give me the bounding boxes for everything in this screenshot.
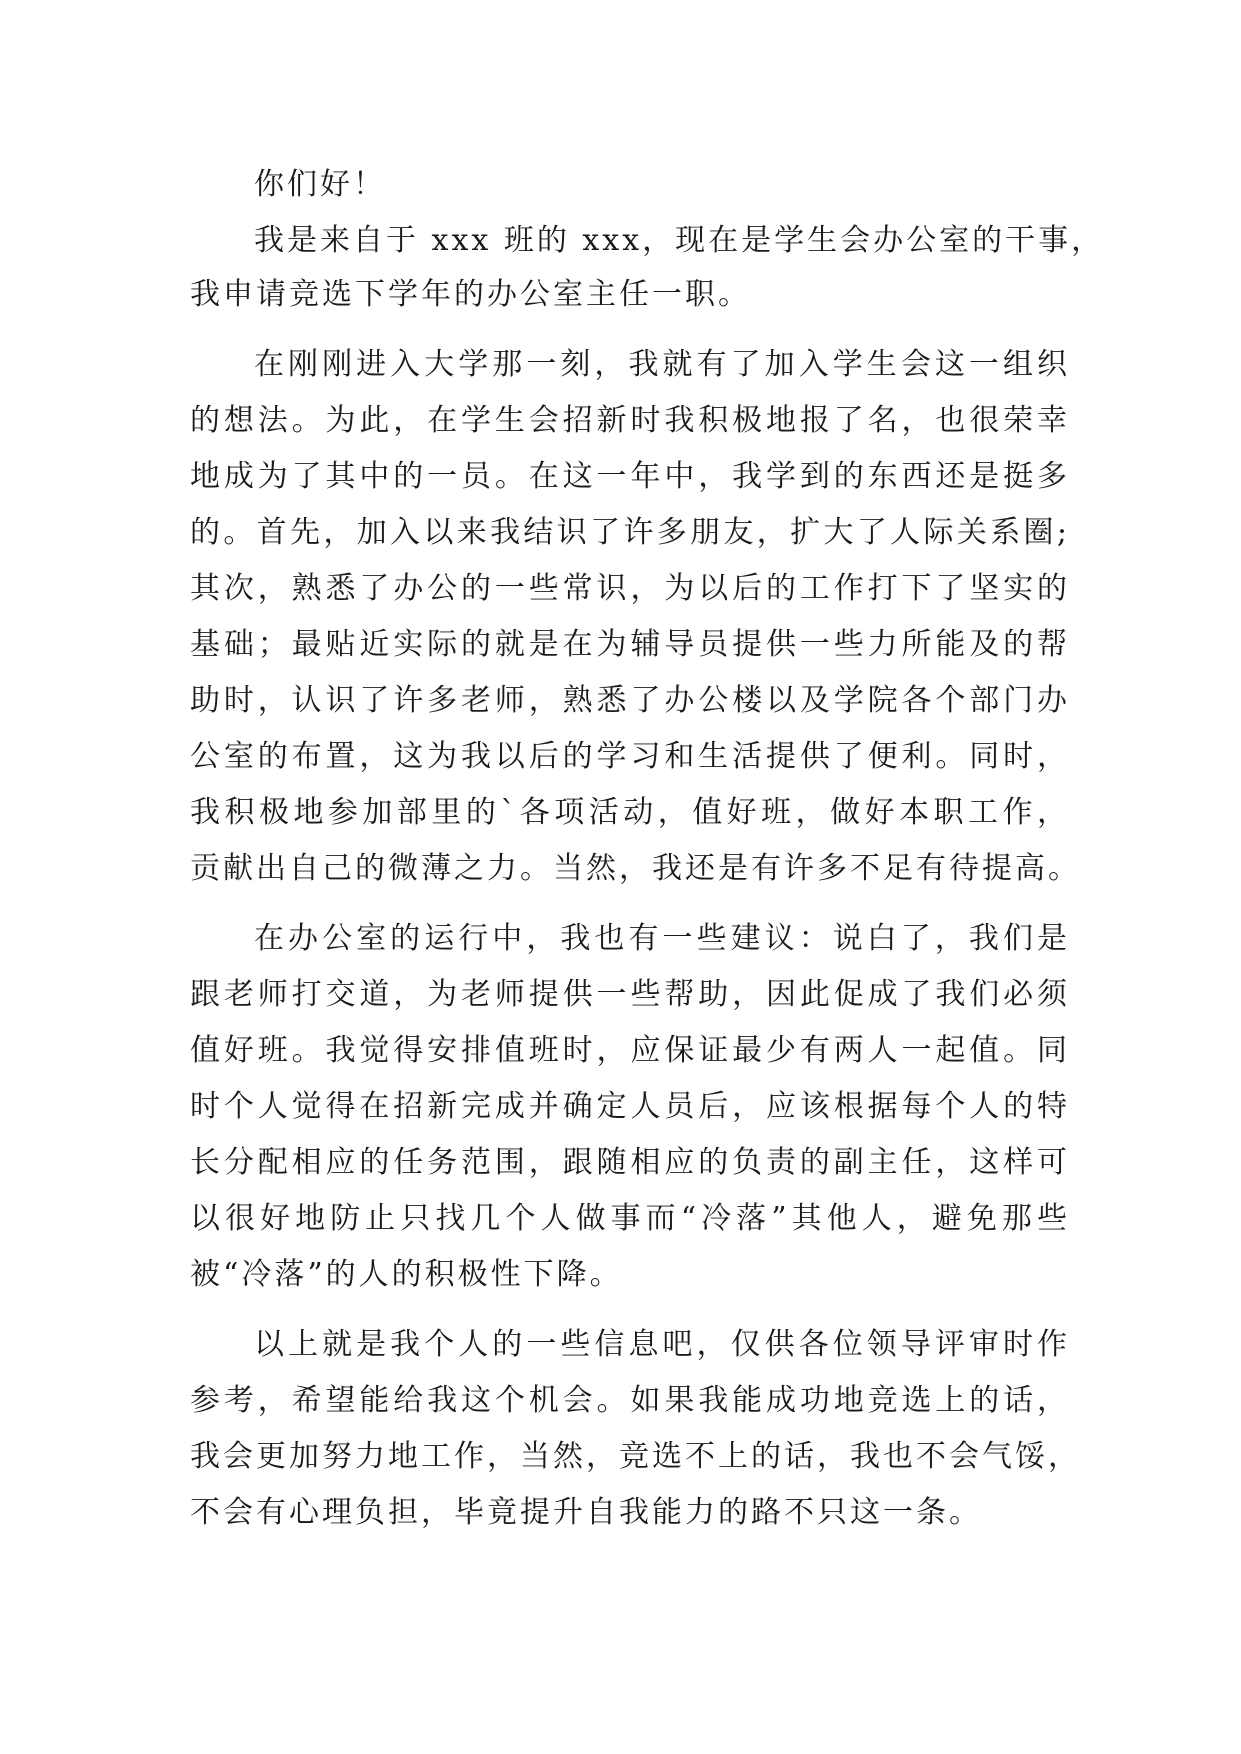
paragraph-3-line-1: 在办公室的运行中，我也有一些建议：说白了，我们是 — [254, 921, 1070, 956]
paragraph-3-line-6: 以很好地防止只找几个人做事而“冷落”其他人，避免那些 — [190, 1201, 1070, 1236]
paragraph-4-line-1: 以上就是我个人的一些信息吧，仅供各位领导评审时作 — [254, 1327, 1070, 1362]
paragraph-4-line-2: 参考，希望能给我这个机会。如果我能成功地竞选上的话， — [190, 1383, 1070, 1418]
paragraph-2-line-7: 助时，认识了许多老师，熟悉了办公楼以及学院各个部门办 — [190, 683, 1070, 718]
paragraph-1-line-1: 我是来自于 xxx 班的 xxx，现在是学生会办公室的干事， — [254, 223, 1105, 258]
paragraph-2-line-4: 的。首先，加入以来我结识了许多朋友，扩大了人际关系圈; — [190, 515, 1070, 550]
paragraph-2-line-8: 公室的布置，这为我以后的学习和生活提供了便利。同时， — [190, 739, 1070, 774]
paragraph-2-line-3: 地成为了其中的一员。在这一年中，我学到的东西还是挺多 — [190, 459, 1070, 494]
paragraph-4-line-3: 我会更加努力地工作，当然，竞选不上的话，我也不会气馁， — [190, 1439, 1081, 1474]
paragraph-3-line-7: 被“冷落”的人的积极性下降。 — [190, 1257, 623, 1292]
paragraph-3-line-2: 跟老师打交道，为老师提供一些帮助，因此促成了我们必须 — [190, 977, 1070, 1012]
paragraph-2-line-2: 的想法。为此，在学生会招新时我积极地报了名，也很荣幸 — [190, 403, 1070, 438]
paragraph-2-line-9: 我积极地参加部里的`各项活动，值好班，做好本职工作， — [190, 795, 1070, 830]
paragraph-3-line-5: 长分配相应的任务范围，跟随相应的负责的副主任，这样可 — [190, 1145, 1070, 1180]
paragraph-3-line-3: 值好班。我觉得安排值班时，应保证最少有两人一起值。同 — [190, 1033, 1070, 1068]
paragraph-4-line-4: 不会有心理负担，毕竟提升自我能力的路不只这一条。 — [190, 1495, 982, 1530]
paragraph-1-line-2: 我申请竞选下学年的办公室主任一职。 — [190, 277, 751, 312]
paragraph-2-line-10: 贡献出自己的微薄之力。当然，我还是有许多不足有待提高。 — [190, 851, 1081, 886]
paragraph-3-line-4: 时个人觉得在招新完成并确定人员后，应该根据每个人的特 — [190, 1089, 1070, 1124]
paragraph-2-line-1: 在刚刚进入大学那一刻，我就有了加入学生会这一组织 — [254, 347, 1070, 382]
paragraph-2-line-6: 基础；最贴近实际的就是在为辅导员提供一些力所能及的帮 — [190, 627, 1070, 662]
greeting-line: 你们好！ — [254, 167, 386, 202]
paragraph-2-line-5: 其次，熟悉了办公的一些常识，为以后的工作打下了坚实的 — [190, 571, 1070, 606]
